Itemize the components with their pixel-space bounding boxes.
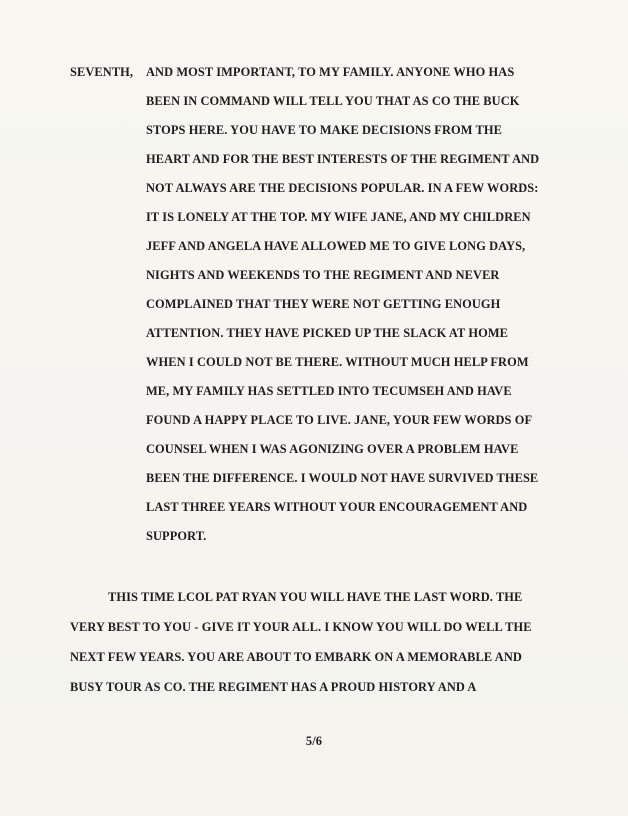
text-line: BEEN THE DIFFERENCE. I WOULD NOT HAVE SURVIVED THESE [146,471,539,485]
text-line: NIGHTS AND WEEKENDS TO THE REGIMENT AND NEVER [146,268,500,282]
text-line: HEART AND FOR THE BEST INTERESTS OF THE REGIMENT AND [146,152,540,166]
text-line: FOUND A HAPPY PLACE TO LIVE. JANE, YOUR FEW WORDS OF [146,413,533,427]
text-line: NOT ALWAYS ARE THE DECISIONS POPULAR. IN A FEW WORDS: [146,181,539,195]
text-line: BEEN IN COMMAND WILL TELL YOU THAT AS CO THE BUCK [146,94,520,108]
text-line: ME, MY FAMILY HAS SETTLED INTO TECUMSEH AND HAVE [146,384,512,398]
text-line: IT IS LONELY AT THE TOP. MY WIFE JANE, AND MY CHILDREN [146,210,531,224]
text-line: SUPPORT. [146,529,207,543]
text-line: ATTENTION. THEY HAVE PICKED UP THE SLACK AT HOME [146,326,509,340]
text-line: NEXT FEW YEARS. YOU ARE ABOUT TO EMBARK ON A MEMORABLE AND [70,650,522,664]
page-number: 5/6 [305,734,323,748]
text-line: WHEN I COULD NOT BE THERE. WITHOUT MUCH HELP FROM [146,355,529,369]
text-line: AND MOST IMPORTANT, TO MY FAMILY. ANYONE WHO HAS [146,65,515,79]
text-line: LAST THREE YEARS WITHOUT YOUR ENCOURAGEMENT AND [146,500,528,514]
text-line: COUNSEL WHEN I WAS AGONIZING OVER A PROBLEM HAVE [146,442,519,456]
text-line: VERY BEST TO YOU - GIVE IT YOUR ALL. I KNOW YOU WILL DO WELL THE [70,620,532,634]
text-line: BUSY TOUR AS CO. THE REGIMENT HAS A PROUD HISTORY AND A [70,680,477,694]
text-line: COMPLAINED THAT THEY WERE NOT GETTING ENOUGH [146,297,501,311]
text-line: STOPS HERE. YOU HAVE TO MAKE DECISIONS FROM THE [146,123,502,137]
paragraph-label: SEVENTH, [70,65,134,79]
text-line: JEFF AND ANGELA HAVE ALLOWED ME TO GIVE LONG DAYS, [146,239,526,253]
text-line: THIS TIME LCOL PAT RYAN YOU WILL HAVE THE LAST WORD. THE [108,590,523,604]
